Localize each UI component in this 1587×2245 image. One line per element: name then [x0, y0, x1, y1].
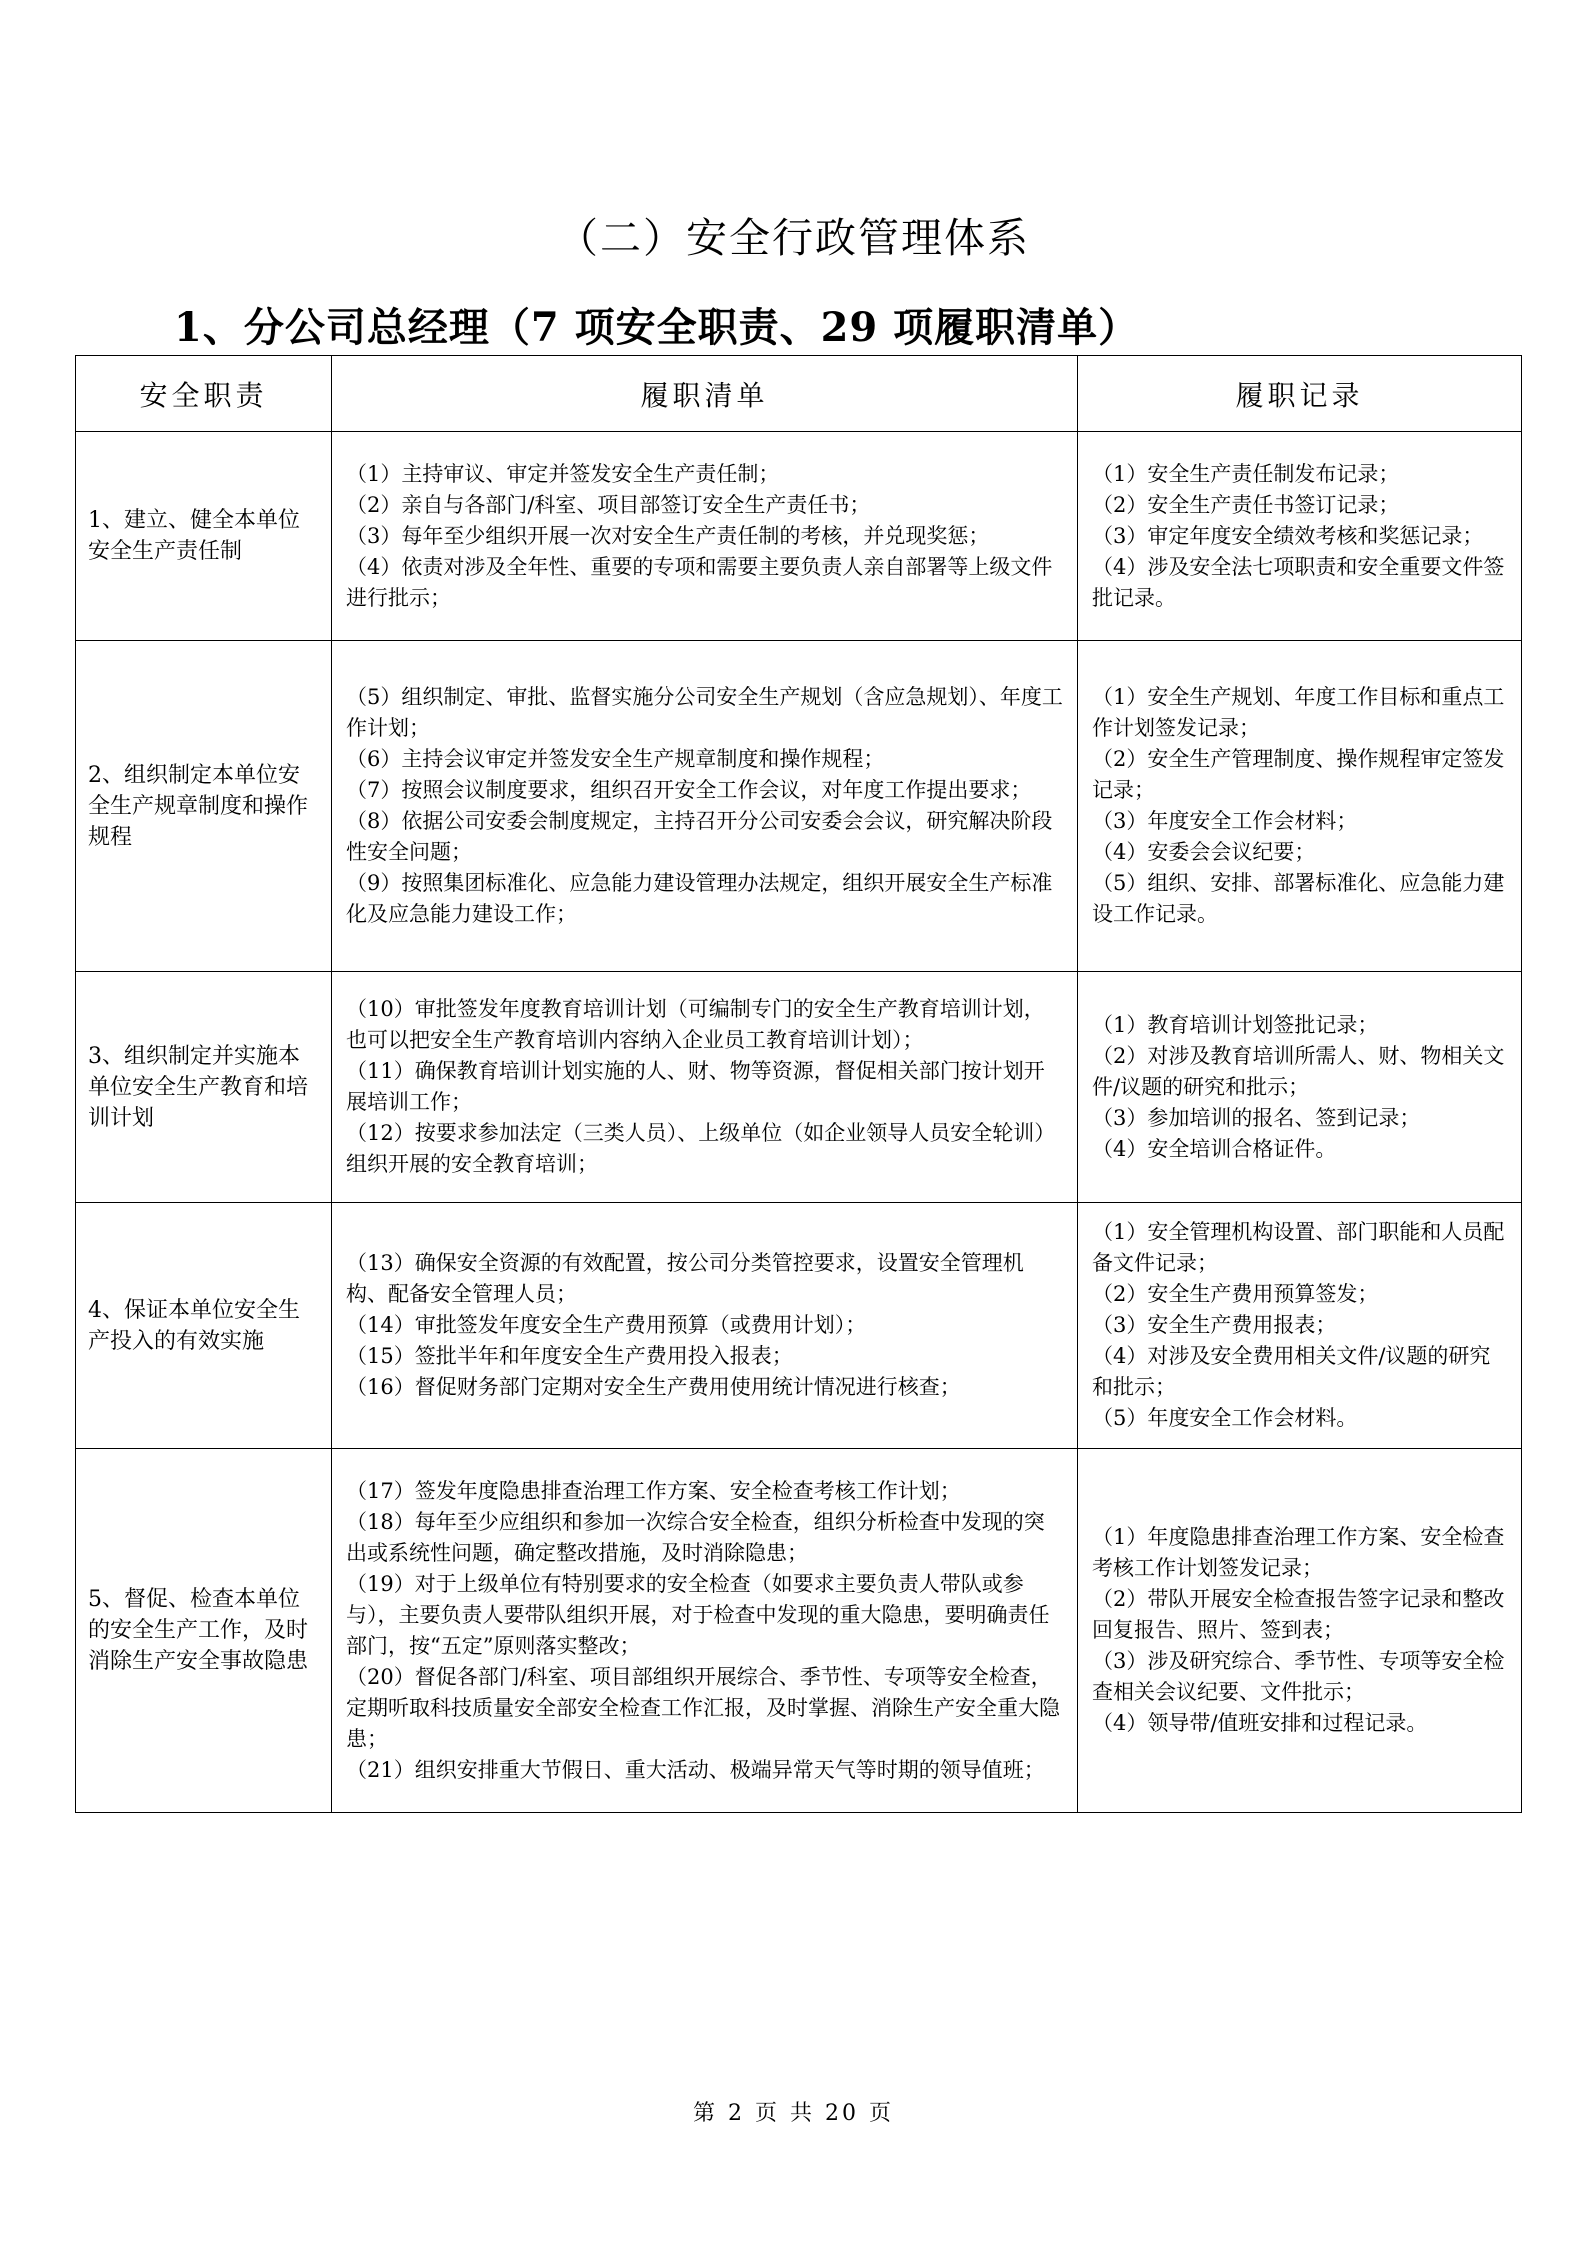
table-row: [76, 641, 1522, 972]
cell-line: （4）涉及安全法七项职责和安全重要文件签批记录。: [1092, 554, 1505, 610]
cell-line: （17）签发年度隐患排查治理工作方案、安全检查考核工作计划；: [346, 1478, 961, 1503]
records-cell: [1078, 641, 1522, 972]
cell-line: （19）对于上级单位有特别要求的安全检查（如要求主要负责人带队或参与），主要负责人要带队组织开展，对于检查中发现的重大隐患，要明确责任部门，按“五定”原则落实整改；: [346, 1571, 1050, 1658]
cell-line: （3）参加培训的报名、签到记录；: [1092, 1105, 1421, 1130]
cell-line: （1）安全生产责任制发布记录；: [1092, 461, 1400, 486]
tasks-cell: [332, 972, 1078, 1203]
header-tasks: 履职清单: [332, 356, 1078, 432]
tasks-cell: [332, 432, 1078, 641]
cell-line: （1）主持审议、审定并签发安全生产责任制；: [346, 461, 780, 486]
tasks-cell: [332, 641, 1078, 972]
cell-line: （7）按照会议制度要求，组织召开安全工作会议，对年度工作提出要求；: [346, 778, 1032, 802]
table-row: [76, 972, 1522, 1203]
cell-line: （11）确保教育培训计划实施的人、财、物等资源，督促相关部门按计划开展培训工作；: [346, 1059, 1045, 1114]
sub-title: 1、分公司总经理（7 项安全职责、29 项履职清单）: [174, 304, 1140, 351]
header-duty: 安全职责: [76, 356, 332, 432]
cell-line: （5）组织制定、审批、监督实施分公司安全生产规划（含应急规划）、年度工作计划；: [346, 685, 1063, 740]
cell-line: （5）组织、安排、部署标准化、应急能力建设工作记录。: [1092, 871, 1505, 926]
cell-line: （4）安全培训合格证件。: [1092, 1136, 1337, 1161]
cell-line: （8）依据公司安委会制度规定，主持召开分公司安委会会议，研究解决阶段性安全问题；: [346, 809, 1053, 864]
header-records: 履职记录: [1078, 356, 1522, 432]
cell-line: （1）教育培训计划签批记录；: [1092, 1012, 1379, 1037]
cell-line: （2）安全生产费用预算签发；: [1092, 1282, 1379, 1306]
cell-line: （2）对涉及教育培训所需人、财、物相关文件/议题的研究和批示；: [1092, 1043, 1505, 1099]
page-number: 第 2 页 共 20 页: [693, 2101, 894, 2126]
cell-line: （15）签批半年和年度安全生产费用投入报表；: [346, 1344, 793, 1368]
records-cell: [1078, 432, 1522, 641]
tasks-cell: [332, 1449, 1078, 1813]
duty-cell: 1、建立、健全本单位安全生产责任制: [76, 432, 332, 641]
duty-table: [75, 355, 1522, 1813]
cell-line: （4）领导带/值班安排和过程记录。: [1092, 1711, 1428, 1735]
cell-line: （3）年度安全工作会材料；: [1092, 809, 1358, 833]
cell-line: （3）审定年度安全绩效考核和奖惩记录；: [1092, 523, 1484, 548]
cell-line: （6）主持会议审定并签发安全生产规章制度和操作规程；: [346, 747, 885, 771]
cell-line: （18）每年至少应组织和参加一次综合安全检查，组织分析检查中发现的突出或系统性问题，确定整改措施，及时消除隐患；: [346, 1509, 1045, 1565]
duty-cell: 4、保证本单位安全生产投入的有效实施: [76, 1203, 332, 1449]
cell-line: （1）安全生产规划、年度工作目标和重点工作计划签发记录；: [1092, 685, 1505, 740]
records-cell: [1078, 972, 1522, 1203]
cell-line: （16）督促财务部门定期对安全生产费用使用统计情况进行核查；: [346, 1375, 961, 1399]
cell-line: （14）审批签发年度安全生产费用预算（或费用计划）；: [346, 1313, 867, 1337]
cell-line: （21）组织安排重大节假日、重大活动、极端异常天气等时期的领导值班；: [346, 1757, 1045, 1782]
table-row: [76, 1203, 1522, 1449]
cell-line: （9）按照集团标准化、应急能力建设管理办法规定，组织开展安全生产标准化及应急能力建设工作；: [346, 871, 1053, 926]
table-header-row: [76, 356, 1522, 432]
table-row: [76, 1449, 1522, 1813]
table-row: [76, 432, 1522, 641]
cell-line: （2）亲自与各部门/科室、项目部签订安全生产责任书；: [346, 492, 871, 517]
cell-line: （3）安全生产费用报表；: [1092, 1313, 1337, 1337]
duty-cell: 2、组织制定本单位安全生产规章制度和操作规程: [76, 641, 332, 972]
cell-line: （2）安全生产责任书签订记录；: [1092, 492, 1400, 517]
cell-line: （10）审批签发年度教育培训计划（可编制专门的安全生产教育培训计划，也可以把安全生产教育培训内容纳入企业员工教育培训计划）；: [346, 997, 1045, 1052]
section-title: （二）安全行政管理体系: [557, 214, 1030, 262]
cell-line: （2）安全生产管理制度、操作规程审定签发记录；: [1092, 747, 1505, 802]
cell-line: （1）安全管理机构设置、部门职能和人员配备文件记录；: [1092, 1220, 1505, 1275]
tasks-cell: [332, 1203, 1078, 1449]
cell-line: （4）依责对涉及全年性、重要的专项和需要主要负责人亲自部署等上级文件进行批示；: [346, 554, 1053, 610]
cell-line: （3）每年至少组织开展一次对安全生产责任制的考核，并兑现奖惩；: [346, 523, 990, 548]
duty-cell: 3、组织制定并实施本单位安全生产教育和培训计划: [76, 972, 332, 1203]
cell-line: （4）对涉及安全费用相关文件/议题的研究和批示；: [1092, 1344, 1491, 1399]
cell-line: （4）安委会会议纪要；: [1092, 840, 1316, 864]
cell-line: （20）督促各部门/科室、项目部组织开展综合、季节性、专项等安全检查，定期听取科技质量安全部安全检查工作汇报，及时掌握、消除生产安全重大隐患；: [346, 1664, 1060, 1751]
records-cell: [1078, 1449, 1522, 1813]
records-cell: [1078, 1203, 1522, 1449]
cell-line: （1）年度隐患排查治理工作方案、安全检查考核工作计划签发记录；: [1092, 1525, 1505, 1580]
cell-line: （12）按要求参加法定（三类人员）、上级单位（如企业领导人员安全轮训）组织开展的安全教育培训；: [346, 1121, 1056, 1176]
cell-line: （5）年度安全工作会材料。: [1092, 1406, 1358, 1430]
cell-line: （13）确保安全资源的有效配置，按公司分类管控要求，设置安全管理机构、配备安全管理人员；: [346, 1251, 1024, 1306]
cell-line: （3）涉及研究综合、季节性、专项等安全检查相关会议纪要、文件批示；: [1092, 1649, 1505, 1704]
duty-cell: 5、督促、检查本单位的安全生产工作，及时消除生产安全事故隐患: [76, 1449, 332, 1813]
cell-line: （2）带队开展安全检查报告签字记录和整改回复报告、照片、签到表；: [1092, 1587, 1505, 1642]
